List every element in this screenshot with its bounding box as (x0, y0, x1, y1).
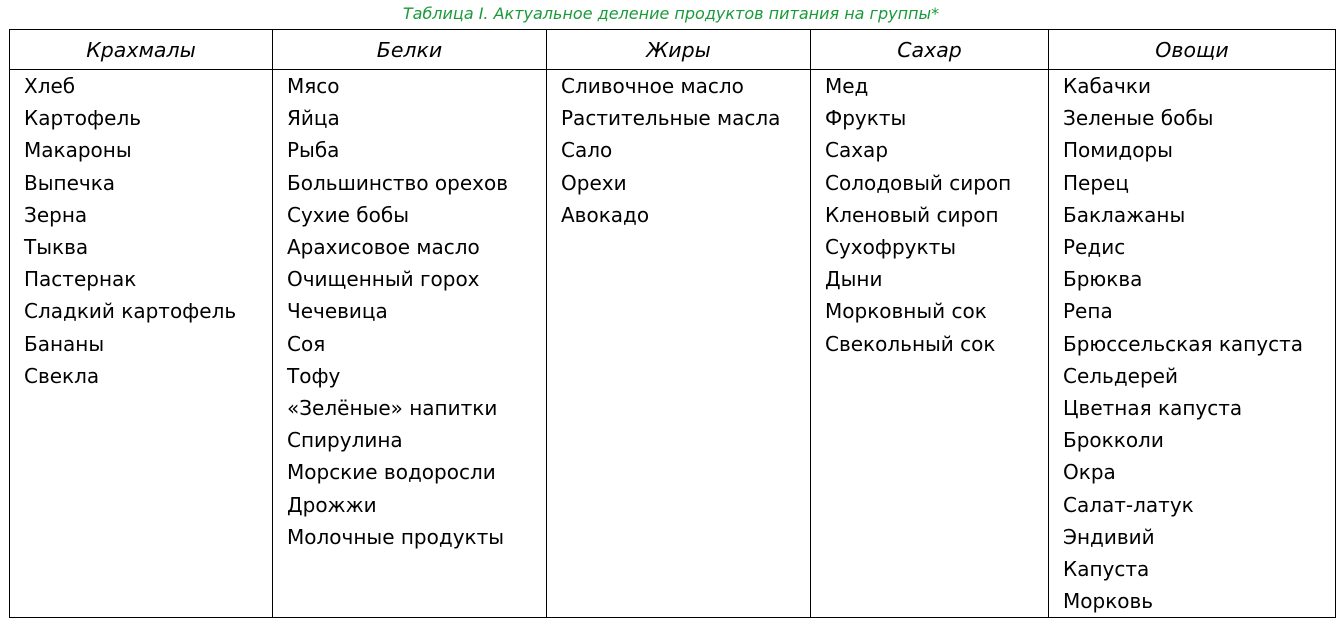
table-cell-starch (10, 424, 273, 456)
table-cell-starch: Макароны (10, 134, 273, 166)
table-row (10, 70, 1336, 103)
table-cell-fat (547, 263, 811, 295)
table-body (10, 70, 1336, 618)
table-cell-protein: Большинство орехов (273, 167, 547, 199)
table-row (10, 585, 1336, 618)
table-cell-starch: Бананы (10, 328, 273, 360)
table-cell-sugar (811, 456, 1049, 488)
table-cell-vegetable: Эндивий (1049, 521, 1336, 553)
table-cell-fat: Сливочное масло (547, 70, 811, 103)
table-row (10, 295, 1336, 327)
table-cell-vegetable: Репа (1049, 295, 1336, 327)
table-cell-vegetable: Окра (1049, 456, 1336, 488)
table-cell-sugar: Солодовый сироп (811, 167, 1049, 199)
column-header-vegetables: Овощи (1049, 30, 1336, 70)
table-cell-vegetable: Салат-латук (1049, 488, 1336, 520)
table-row (10, 553, 1336, 585)
table-cell-sugar (811, 488, 1049, 520)
table-cell-protein: Молочные продукты (273, 521, 547, 553)
table-cell-sugar (811, 585, 1049, 618)
table-cell-vegetable: Брюссельская капуста (1049, 328, 1336, 360)
table-cell-protein (273, 553, 547, 585)
table-cell-protein: Спирулина (273, 424, 547, 456)
table-row (10, 167, 1336, 199)
table-row (10, 488, 1336, 520)
table-cell-sugar (811, 424, 1049, 456)
table-cell-protein: Очищенный горох (273, 263, 547, 295)
table-cell-starch: Свекла (10, 360, 273, 392)
table-cell-starch: Зерна (10, 199, 273, 231)
table-row (10, 263, 1336, 295)
table-cell-fat (547, 553, 811, 585)
table-cell-protein: «Зелёные» напитки (273, 392, 547, 424)
table-cell-sugar: Кленовый сироп (811, 199, 1049, 231)
table-cell-vegetable: Баклажаны (1049, 199, 1336, 231)
table-cell-vegetable: Зеленые бобы (1049, 102, 1336, 134)
column-header-sugar: Сахар (811, 30, 1049, 70)
table-cell-fat (547, 456, 811, 488)
table-cell-protein: Морские водоросли (273, 456, 547, 488)
table-cell-fat (547, 392, 811, 424)
column-header-proteins: Белки (273, 30, 547, 70)
table-cell-protein: Арахисовое масло (273, 231, 547, 263)
table-cell-sugar (811, 553, 1049, 585)
table-cell-starch (10, 553, 273, 585)
table-cell-sugar: Морковный сок (811, 295, 1049, 327)
table-cell-fat: Авокадо (547, 199, 811, 231)
table-row (10, 134, 1336, 166)
table-cell-sugar: Дыни (811, 263, 1049, 295)
table-cell-protein: Чечевица (273, 295, 547, 327)
table-cell-fat (547, 328, 811, 360)
table-caption: Таблица I. Актуальное деление продуктов питания на группы* (402, 4, 940, 23)
table-cell-vegetable: Кабачки (1049, 70, 1336, 103)
table-cell-starch (10, 488, 273, 520)
table-row (10, 360, 1336, 392)
table-row (10, 456, 1336, 488)
table-cell-protein (273, 585, 547, 618)
table-cell-fat: Сало (547, 134, 811, 166)
food-groups-table (9, 29, 1336, 618)
table-cell-vegetable: Перец (1049, 167, 1336, 199)
table-cell-fat (547, 521, 811, 553)
table-cell-sugar: Сухофрукты (811, 231, 1049, 263)
table-cell-sugar (811, 360, 1049, 392)
table-cell-fat: Растительные масла (547, 102, 811, 134)
table-cell-protein: Мясо (273, 70, 547, 103)
table-row (10, 392, 1336, 424)
table-row (10, 328, 1336, 360)
column-header-fats: Жиры (547, 30, 811, 70)
table-cell-starch (10, 521, 273, 553)
table-cell-vegetable: Морковь (1049, 585, 1336, 618)
table-cell-fat (547, 488, 811, 520)
table-row (10, 231, 1336, 263)
table-cell-fat: Орехи (547, 167, 811, 199)
table-cell-fat (547, 585, 811, 618)
table-cell-protein: Яйца (273, 102, 547, 134)
table-cell-sugar (811, 521, 1049, 553)
table-cell-starch: Выпечка (10, 167, 273, 199)
table-cell-protein: Дрожжи (273, 488, 547, 520)
table-cell-starch: Картофель (10, 102, 273, 134)
table-cell-sugar: Свекольный сок (811, 328, 1049, 360)
table-cell-protein: Сухие бобы (273, 199, 547, 231)
table-cell-starch: Хлеб (10, 70, 273, 103)
table-cell-vegetable: Помидоры (1049, 134, 1336, 166)
table-cell-fat (547, 295, 811, 327)
table-row (10, 424, 1336, 456)
table-cell-starch (10, 456, 273, 488)
header-row (10, 30, 1336, 70)
column-header-starches: Крахмалы (10, 30, 273, 70)
table-cell-vegetable: Брокколи (1049, 424, 1336, 456)
table-cell-sugar: Сахар (811, 134, 1049, 166)
table-cell-fat (547, 360, 811, 392)
table-row (10, 102, 1336, 134)
table-cell-vegetable: Цветная капуста (1049, 392, 1336, 424)
table-cell-protein: Тофу (273, 360, 547, 392)
table-row (10, 199, 1336, 231)
table-cell-vegetable: Редис (1049, 231, 1336, 263)
table-cell-protein: Рыба (273, 134, 547, 166)
table-cell-vegetable: Сельдерей (1049, 360, 1336, 392)
table-cell-sugar: Мед (811, 70, 1049, 103)
table-cell-sugar (811, 392, 1049, 424)
table-cell-sugar: Фрукты (811, 102, 1049, 134)
table-cell-protein: Соя (273, 328, 547, 360)
table-cell-fat (547, 424, 811, 456)
table-cell-starch (10, 585, 273, 618)
table-cell-vegetable: Капуста (1049, 553, 1336, 585)
table-cell-starch: Тыква (10, 231, 273, 263)
table-row (10, 521, 1336, 553)
table-cell-vegetable: Брюква (1049, 263, 1336, 295)
table-cell-starch: Пастернак (10, 263, 273, 295)
table-cell-fat (547, 231, 811, 263)
table-cell-starch: Сладкий картофель (10, 295, 273, 327)
table-cell-starch (10, 392, 273, 424)
